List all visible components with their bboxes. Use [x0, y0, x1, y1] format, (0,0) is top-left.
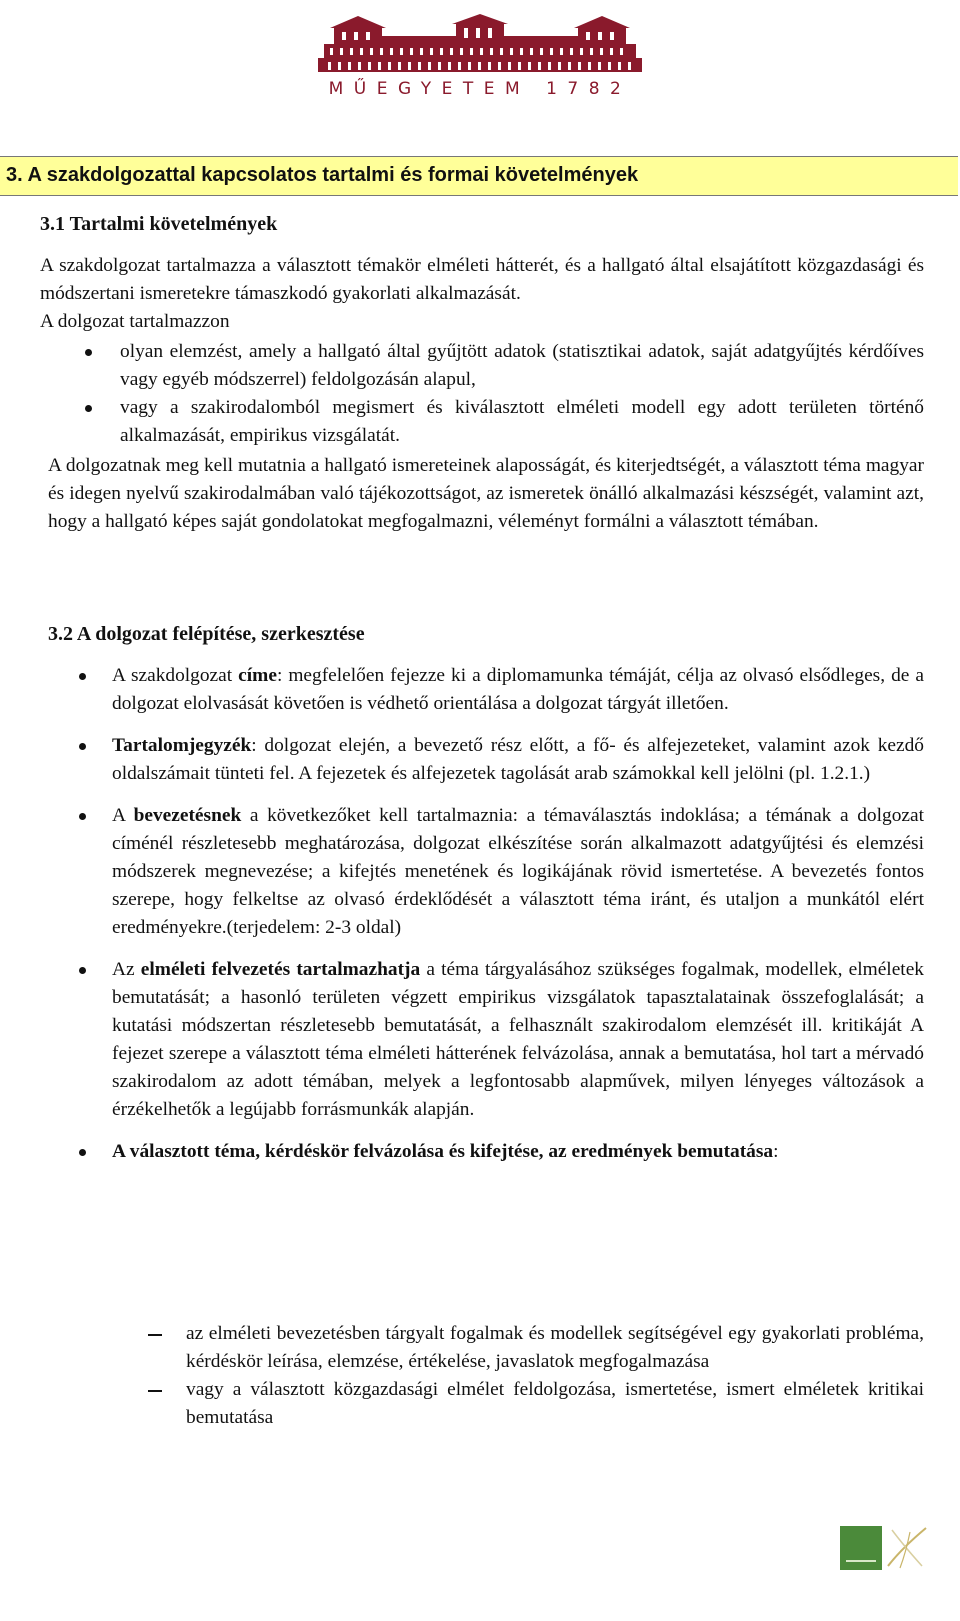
chapter-title: 3. A szakdolgozattal kapcsolatos tartalmi és formai követelmények	[6, 164, 639, 186]
list-item: A bevezetésnek a következőket kell tartalmaznia: a témaválasztás indoklása; a témának a dolgozat címénél részletesebb meghatározása, dolgozat elkészítése során alkalmazott adatgyűjtési és elemzési módszerek megnevezése; a kifejtés menetének és logikájának rövid ismertetése. A bevezetés fontos szerepe, hogy felkeltse az olvasó érdeklődését a választott téma iránt, és utaljon a munkától elért eredményekre.(terjedelem: 2-3 oldal)	[112, 802, 924, 942]
list-item: Az elméleti felvezetés tartalmazhatja a téma tárgyalásához szükséges fogalmak, modellek, elméletek bemutatását; a hasonló területen végzett empirikus vizsgálatok tapasztalatainak összefoglalását; a kutatási módszertan részletesebb bemutatását, a felhasznált szakirodalom elemzését ill. kritikáját A fejezet szerepe a választott téma elméleti hátterének felvázolása, annak a bemutatása, hol tart a mérvadó szakirodalom az adott témában, melyek a legfontosabb alapművek, milyen lényeges változások a érzékelhetők a legújabb forrásmunkák alapján.	[112, 956, 924, 1124]
section-heading-3-2: 3.2 A dolgozat felépítése, szerkesztése	[48, 623, 365, 645]
section-heading-3-1: 3.1 Tartalmi követelmények	[40, 213, 278, 235]
list-item: A szakdolgozat címe: megfelelően fejezze ki a diplomamunka témáját, célja az olvasó elsődleges, de a dolgozat elolvasását követően is védhető orientálása a dolgozat tárgyát illetően.	[112, 662, 924, 718]
section-1-lead: A dolgozat tartalmazzon	[40, 311, 230, 332]
list-item: Tartalomjegyzék: dolgozat elején, a bevezető rész előtt, a fő- és alfejezeteket, valamint azok kezdő oldalszámait tünteti fel. A fejezetek és alfejezetek tagolását arab számokkal kell jelölni (pl. 1.2.1.)	[112, 732, 924, 788]
list-item: az elméleti bevezetésben tárgyalt fogalmak és modellek segítségével egy gyakorlati probléma, kérdéskör leírása, elemzése, értékelése, javaslatok megfogalmazása	[186, 1320, 924, 1376]
section-1-closing: A dolgozatnak meg kell mutatnia a hallgató ismereteinek alaposságát, és kiterjedtségét, a választott téma magyar és idegen nyelvű szakirodalmában való tájékozottságot, az ismeretek önálló alkalmazási készségét, valamint azt, hogy a hallgató képes saját gondolatokat megfogalmazni, véleményt formálni a választott témában.	[48, 455, 924, 532]
section-1-bullet-list	[120, 338, 924, 450]
section-2-bullet-list	[112, 662, 924, 1180]
university-logo	[318, 14, 642, 98]
footer-logo	[840, 1526, 930, 1570]
list-item: A választott téma, kérdéskör felvázolása és kifejtése, az eredmények bemutatása:	[112, 1138, 924, 1166]
faculty-logo-icon	[840, 1526, 930, 1570]
list-item: vagy a szakirodalomból megismert és kiválasztott elméleti modell egy adott területen történő alkalmazását, empirikus vizsgálatát.	[120, 394, 924, 450]
list-item: olyan elemzést, amely a hallgató által gyűjtött adatok (statisztikai adatok, saját adatgyűjtés kérdőíves vagy egyéb módszerrel) feldolgozásán alapul,	[120, 338, 924, 394]
building-icon	[318, 14, 642, 76]
section-2-sub-list	[186, 1320, 924, 1432]
section-1-intro: A szakdolgozat tartalmazza a választott témakör elméleti hátterét, és a hallgató által elsajátított közgazdasági és módszertani ismeretekre támaszkodó gyakorlati alkalmazását.	[40, 255, 924, 304]
list-item: vagy a választott közgazdasági elmélet feldolgozása, ismertetése, ismert elméletek kritikai bemutatása	[186, 1376, 924, 1432]
logo-caption: MŰEGYETEM 1782	[328, 79, 632, 99]
